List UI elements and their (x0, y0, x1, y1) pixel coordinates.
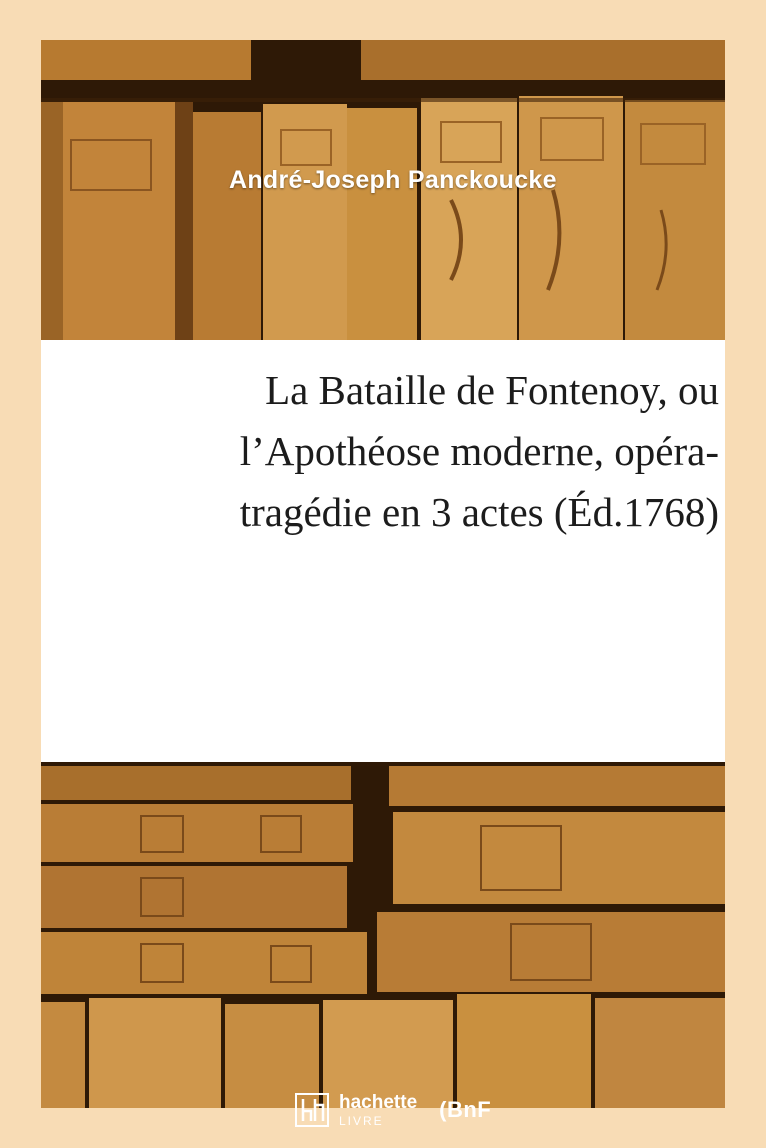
hachette-sub: LIVRE (339, 1114, 384, 1128)
book-title (99, 360, 719, 543)
hachette-logo-text (339, 1093, 417, 1127)
hachette-name: hachette (339, 1092, 418, 1113)
hachette-logo-icon (295, 1093, 329, 1127)
title-panel (41, 340, 725, 762)
bnf-label: BnF (446, 1097, 492, 1122)
bnf-logo (439, 1097, 491, 1123)
author-name: André-Joseph Panckoucke (229, 166, 557, 194)
publisher-logos (295, 1085, 491, 1135)
title-line: l’Apothéose moderne, opéra- (239, 428, 719, 474)
title-line: tragédie en 3 actes (Éd.1768) (239, 489, 719, 535)
title-line: La Bataille de Fontenoy, ou (265, 367, 719, 413)
book-spines-photo-bottom (41, 762, 725, 1108)
bnf-brace-icon: ( (439, 1097, 447, 1122)
book-cover (41, 40, 725, 1128)
